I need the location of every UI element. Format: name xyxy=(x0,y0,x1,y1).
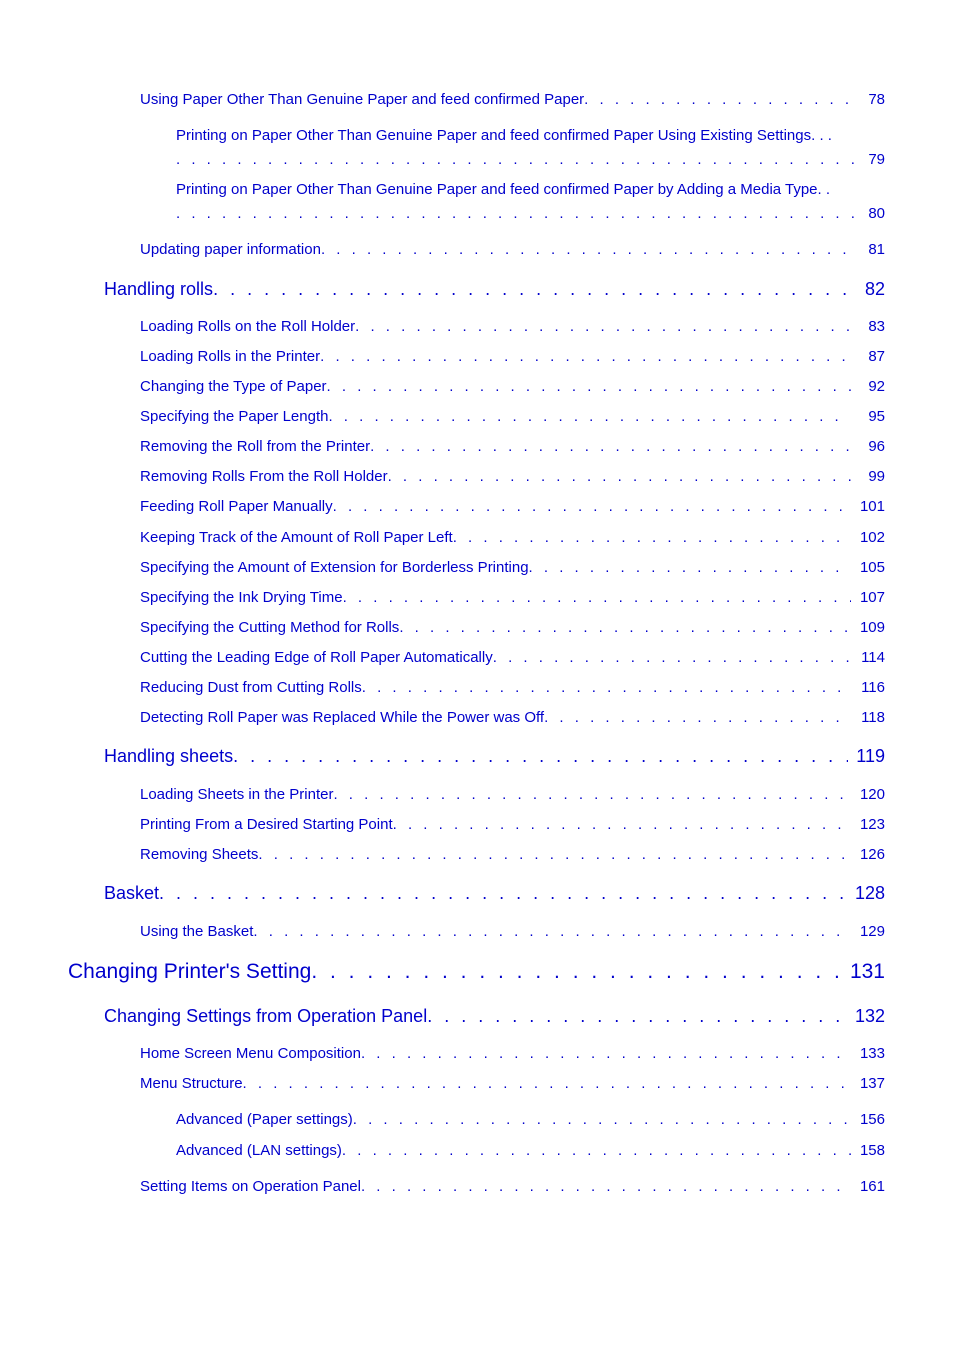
leader-dots xyxy=(321,241,851,258)
toc-entry-page: 156 xyxy=(859,1111,885,1128)
toc-entry[interactable] xyxy=(140,619,885,636)
leader-dots xyxy=(176,205,860,222)
toc-entry-page: 129 xyxy=(859,923,885,940)
toc-entry-title: Printing on Paper Other Than Genuine Paper and feed confirmed Paper by Adding a Media Type xyxy=(176,181,818,198)
leader-dots xyxy=(320,348,851,365)
toc-entry[interactable] xyxy=(140,709,885,726)
toc-entry-page: 105 xyxy=(859,559,885,576)
toc-entry-page: 99 xyxy=(868,468,885,485)
toc-chapter[interactable] xyxy=(68,960,885,984)
toc-entry-page: 80 xyxy=(868,205,885,222)
leader-dots xyxy=(233,746,848,767)
toc-entry-title: Using Paper Other Than Genuine Paper and feed confirmed Paper xyxy=(140,91,585,108)
toc-entry-title: Advanced (LAN settings) xyxy=(176,1142,342,1159)
toc-entry-page: 109 xyxy=(859,619,885,636)
leader-dots xyxy=(328,408,851,425)
toc-entry[interactable] xyxy=(176,1142,885,1159)
leader-dots: . . . xyxy=(811,127,832,144)
toc-entry-page: 95 xyxy=(868,408,885,425)
toc-entry-title: Handling sheets xyxy=(104,746,234,766)
toc-entry[interactable] xyxy=(176,181,885,222)
leader-dots xyxy=(176,151,860,168)
leader-dots xyxy=(529,559,851,576)
toc-entry-title: Reducing Dust from Cutting Rolls xyxy=(140,679,362,696)
toc-entry[interactable] xyxy=(140,498,885,515)
toc-entry-page: 132 xyxy=(854,1006,885,1026)
leader-dots xyxy=(342,1142,851,1159)
toc-entry[interactable] xyxy=(140,559,885,576)
toc-entry-title: Menu Structure xyxy=(140,1075,243,1092)
toc-entry-page: 81 xyxy=(868,241,885,258)
toc-entry[interactable] xyxy=(176,1111,885,1128)
toc-entry-title: Home Screen Menu Composition xyxy=(140,1045,361,1062)
toc-entry[interactable] xyxy=(140,1178,885,1195)
leader-dots xyxy=(453,529,851,546)
leader-dots xyxy=(258,846,851,863)
toc-entry[interactable] xyxy=(140,679,885,696)
leader-dots xyxy=(393,816,851,833)
toc-entry-title: Printing on Paper Other Than Genuine Paper and feed confirmed Paper Using Existing Settings xyxy=(176,127,812,144)
toc-entry-page: 137 xyxy=(859,1075,885,1092)
toc-section[interactable] xyxy=(104,746,885,767)
toc-entry-title: Loading Rolls on the Roll Holder xyxy=(140,318,356,335)
leader-dots xyxy=(243,1075,851,1092)
leader-dots xyxy=(399,619,851,636)
toc-entry[interactable] xyxy=(176,127,885,168)
toc-entry-title: Removing the Roll from the Printer xyxy=(140,438,371,455)
toc-entry-page: 133 xyxy=(859,1045,885,1062)
toc-entry[interactable] xyxy=(140,378,885,395)
toc-entry-title: Using the Basket xyxy=(140,923,254,940)
leader-dots xyxy=(353,1111,851,1128)
toc-entry-title: Handling rolls xyxy=(104,279,214,299)
toc-entry[interactable] xyxy=(140,91,885,108)
leader-dots xyxy=(311,960,842,984)
toc-entry-page: 120 xyxy=(859,786,885,803)
toc-entry-title: Basket xyxy=(104,883,160,903)
leader-dots xyxy=(327,378,851,395)
toc-entry-page: 79 xyxy=(868,151,885,168)
toc-entry-title: Changing the Type of Paper xyxy=(140,378,327,395)
toc-entry-title: Printing From a Desired Starting Point xyxy=(140,816,393,833)
toc-entry-title: Changing Settings from Operation Panel xyxy=(104,1006,428,1026)
toc-entry-title: Specifying the Amount of Extension for Borderless Printing xyxy=(140,559,529,576)
leader-dots: . . xyxy=(817,181,831,198)
leader-dots xyxy=(213,279,851,300)
toc-entry-page: 128 xyxy=(854,883,885,903)
toc-entry-page: 78 xyxy=(868,91,885,108)
toc-section[interactable] xyxy=(104,279,885,300)
toc-entry-title: Removing Sheets xyxy=(140,846,259,863)
toc-entry-page: 82 xyxy=(864,279,885,299)
leader-dots xyxy=(253,923,851,940)
toc-entry-title: Specifying the Cutting Method for Rolls xyxy=(140,619,400,636)
toc-entry[interactable] xyxy=(140,846,885,863)
leader-dots xyxy=(427,1006,847,1027)
toc-entry[interactable] xyxy=(140,408,885,425)
toc-entry[interactable] xyxy=(140,589,885,606)
toc-entry-page: 161 xyxy=(859,1178,885,1195)
toc-entry-page: 102 xyxy=(859,529,885,546)
toc-entry-page: 87 xyxy=(868,348,885,365)
leader-dots xyxy=(370,438,851,455)
toc-entry-title: Loading Sheets in the Printer xyxy=(140,786,334,803)
toc-entry-title: Loading Rolls in the Printer xyxy=(140,348,321,365)
toc-entry-title: Detecting Roll Paper was Replaced While the Power was Off xyxy=(140,709,545,726)
leader-dots xyxy=(333,498,851,515)
toc-entry-title: Updating paper information xyxy=(140,241,321,258)
toc-entry[interactable] xyxy=(140,529,885,546)
toc-entry-page: 107 xyxy=(859,589,885,606)
toc-entry[interactable] xyxy=(140,816,885,833)
toc-entry-title: Specifying the Ink Drying Time xyxy=(140,589,343,606)
toc-entry[interactable] xyxy=(140,1075,885,1092)
toc-entry-page: 114 xyxy=(861,649,885,666)
toc-entry-page: 83 xyxy=(868,318,885,335)
leader-dots xyxy=(362,679,851,696)
toc-entry[interactable] xyxy=(140,241,885,258)
toc-entry-page: 101 xyxy=(859,498,885,515)
toc-entry-page: 126 xyxy=(859,846,885,863)
toc-entry-title: Setting Items on Operation Panel xyxy=(140,1178,361,1195)
toc-entry-title: Removing Rolls From the Roll Holder xyxy=(140,468,388,485)
toc-entry-title: Keeping Track of the Amount of Roll Paper Left xyxy=(140,529,453,546)
leader-dots xyxy=(493,649,851,666)
toc-entry[interactable] xyxy=(140,468,885,485)
toc-entry[interactable] xyxy=(140,786,885,803)
toc-section[interactable] xyxy=(104,1006,885,1027)
toc-entry[interactable] xyxy=(140,1045,885,1062)
leader-dots xyxy=(333,786,851,803)
leader-dots xyxy=(361,1045,851,1062)
leader-dots xyxy=(361,1178,851,1195)
leader-dots xyxy=(159,883,847,904)
toc-entry-title: Feeding Roll Paper Manually xyxy=(140,498,333,515)
toc-section[interactable] xyxy=(104,883,885,904)
leader-dots xyxy=(584,91,851,108)
toc-entry-page: 96 xyxy=(868,438,885,455)
leader-dots xyxy=(355,318,851,335)
toc-entry[interactable] xyxy=(140,649,885,666)
toc-entry-page: 92 xyxy=(868,378,885,395)
toc-entry-page: 119 xyxy=(856,746,885,766)
toc-entry[interactable] xyxy=(140,318,885,335)
leader-dots xyxy=(343,589,851,606)
toc-entry-page: 118 xyxy=(861,709,885,726)
toc-entry-title: Advanced (Paper settings) xyxy=(176,1111,353,1128)
toc-entry-page: 131 xyxy=(849,960,885,983)
toc-entry-title: Changing Printer's Setting xyxy=(68,960,312,983)
leader-dots xyxy=(388,468,851,485)
leader-dots xyxy=(544,709,851,726)
toc-entry[interactable] xyxy=(140,348,885,365)
toc-entry[interactable] xyxy=(140,438,885,455)
toc-entry-page: 158 xyxy=(859,1142,885,1159)
toc-entry-page: 116 xyxy=(861,679,885,696)
toc-entry-title: Cutting the Leading Edge of Roll Paper Automatically xyxy=(140,649,493,666)
toc-entry-page: 123 xyxy=(859,816,885,833)
toc-entry-title: Specifying the Paper Length xyxy=(140,408,329,425)
toc-entry[interactable] xyxy=(140,923,885,940)
